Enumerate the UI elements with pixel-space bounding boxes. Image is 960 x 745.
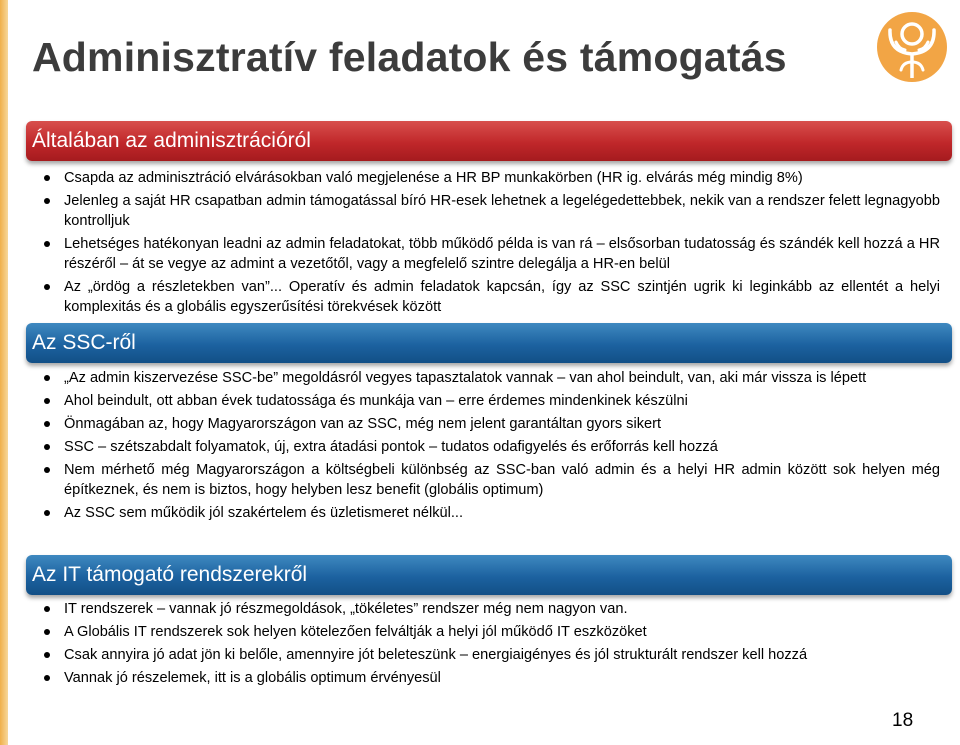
list-item: Az SSC sem működik jól szakértelem és üzletismeret nélkül... <box>42 503 940 523</box>
list-item: Csapda az adminisztráció elvárásokban való megjelenése a HR BP munkakörben (HR ig. elvárás még mindig 8%) <box>42 168 940 188</box>
section-header-administration: Általában az adminisztrációról <box>26 121 952 161</box>
list-item: IT rendszerek – vannak jó részmegoldások, „tökéletes” rendszer még nem nagyon van. <box>42 599 940 619</box>
slide-title: Adminisztratív feladatok és támogatás <box>32 34 787 80</box>
list-item: Nem mérhető még Magyarországon a költségbeli különbség az SSC-ban való admin és a helyi HR admin között sok helyen még építkeznek, és nem is biztos, hogy helyben lesz benefit (globális optimum) <box>42 460 940 500</box>
list-item: Önmagában az, hogy Magyarországon van az SSC, még nem jelent garantáltan gyors sikert <box>42 414 940 434</box>
list-item: Vannak jó részelemek, itt is a globális optimum érvényesül <box>42 668 940 688</box>
bullet-list-ssc <box>42 368 940 526</box>
bullet-list-it-systems <box>42 599 940 691</box>
list-item: Csak annyira jó adat jön ki belőle, amennyire jót beleteszünk – energiaigényes és jól strukturált rendszer kell hozzá <box>42 645 940 665</box>
list-item: A Globális IT rendszerek sok helyen kötelezően felváltják a helyi jól működő IT eszközöket <box>42 622 940 642</box>
page-number: 18 <box>892 710 914 731</box>
list-item: Lehetséges hatékonyan leadni az admin feladatokat, több működő példa is van rá – elsősorban tudatosság és szándék kell hozzá a HR részéről – át se vegye az admint a vezetőtől, vagy a megfelelő szintre delegálja a HR-en belül <box>42 234 940 274</box>
list-item: Ahol beindult, ott abban évek tudatossága és munkája van – erre érdemes mindenkinek készülni <box>42 391 940 411</box>
section-header-it-systems: Az IT támogató rendszerekről <box>26 555 952 595</box>
list-item: SSC – szétszabdalt folyamatok, új, extra átadási pontok – tudatos odafigyelés és erőforrás kell hozzá <box>42 437 940 457</box>
list-item: Jelenleg a saját HR csapatban admin támogatással bíró HR-esek lehetnek a legelégedettebbek, nekik van a rendszer felett legnagyobb kontrolljuk <box>42 191 940 231</box>
list-item: Az „ördög a részletekben van”... Operatív és admin feladatok kapcsán, így az SSC szintjén ugrik ki leginkább az ellentét a helyi komplexitás és a globális egyszerűsítési törekvések között <box>42 277 940 317</box>
bullet-list-administration <box>42 168 940 320</box>
section-header-ssc: Az SSC-ről <box>26 323 952 363</box>
list-item: „Az admin kiszervezése SSC-be” megoldásról vegyes tapasztalatok vannak – van ahol beindult, van, aki már vissza is lépett <box>42 368 940 388</box>
organization-logo-icon <box>877 12 947 82</box>
left-accent-bar <box>0 0 8 745</box>
